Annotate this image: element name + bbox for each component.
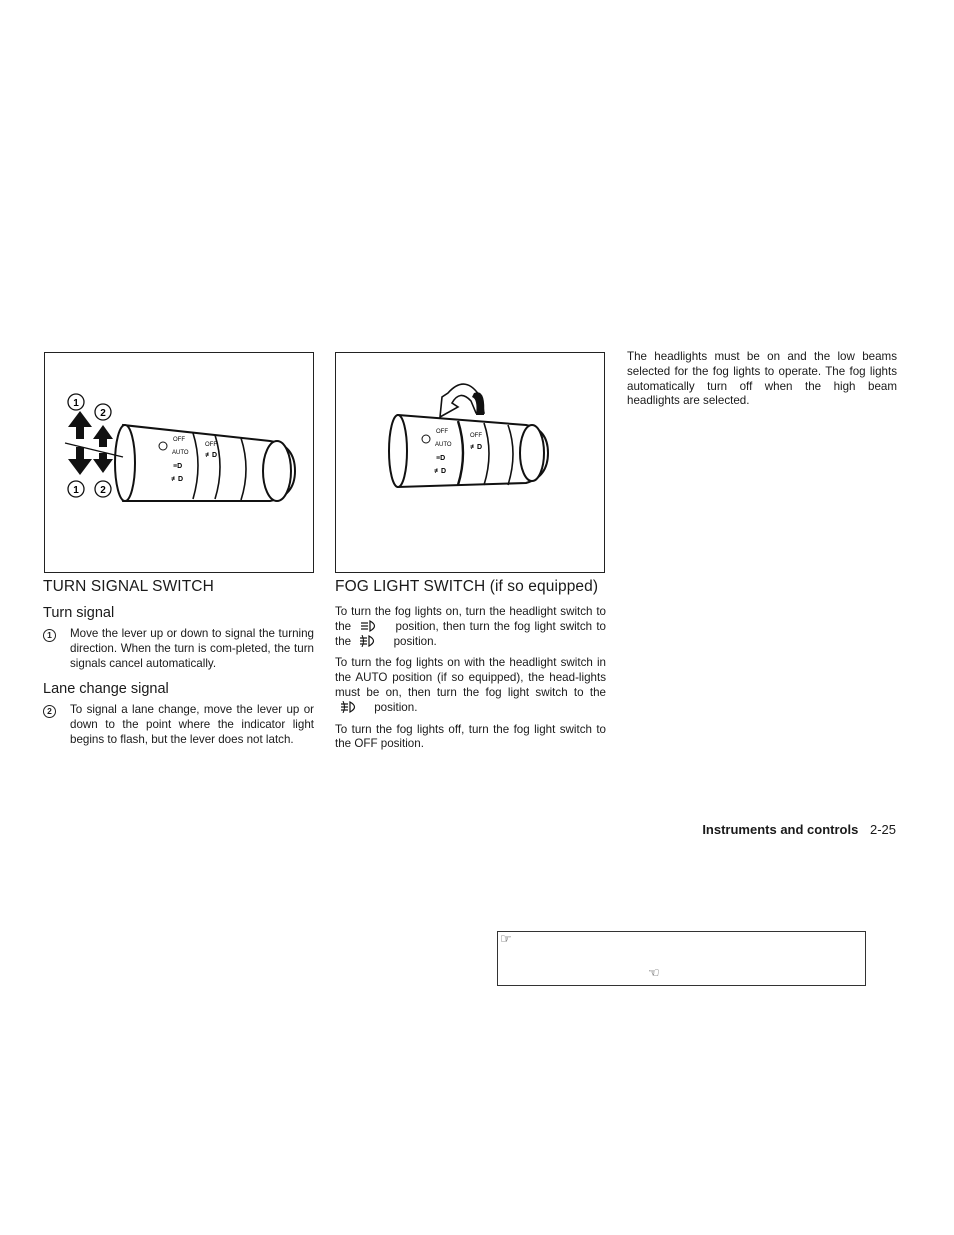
turn-signal-text: Move the lever up or down to signal the turning direction. When the turn is com-pleted, the turn signals cancel automatically. <box>70 627 314 670</box>
lane-change-number: 2 <box>43 705 56 718</box>
svg-text:2: 2 <box>100 485 106 496</box>
footer-section-name: Instruments and controls <box>702 822 859 837</box>
page-footer <box>702 822 896 837</box>
fog-light-icon <box>358 635 386 647</box>
fog-light-lever-illustration <box>336 353 604 572</box>
lever-label-auto: AUTO <box>172 450 189 456</box>
fog-light-title: FOG LIGHT SWITCH (if so equipped) <box>335 578 599 595</box>
fog-light-icon <box>339 701 367 713</box>
turn-signal-title: TURN SIGNAL SWITCH <box>43 578 214 595</box>
headlights-note: The headlights must be on and the low beams selected for the fog lights to operate. The fog lights automatically turn off when the high beam headlights are selected. <box>627 350 897 408</box>
fog-paragraph-1: To turn the fog lights on, turn the headlight switch to the position, then turn the fog light switch to the position. <box>335 605 606 648</box>
fog-paragraph-2: To turn the fog lights on with the headlight switch in the AUTO position (if so equipped), the head-lights must be on, then turn the fog light switch to the position. <box>335 656 606 714</box>
svg-text:≢D: ≢D <box>205 452 218 459</box>
svg-text:≢D: ≢D <box>171 476 184 483</box>
page-number: 2-25 <box>869 822 896 837</box>
lane-change-heading: Lane change signal <box>43 681 169 698</box>
svg-text:2: 2 <box>100 408 106 419</box>
pointing-hand-icon: ☞ <box>500 931 512 946</box>
turn-signal-figure <box>44 352 314 573</box>
callout-up-1 <box>68 394 84 410</box>
fog-light-figure <box>335 352 605 573</box>
svg-text:1: 1 <box>73 485 79 496</box>
turn-signal-heading: Turn signal <box>43 605 115 621</box>
turn-signal-item <box>43 627 314 671</box>
turn-signal-section <box>43 578 314 756</box>
lever2-label-off: OFF <box>436 429 448 435</box>
turn-signal-lever-illustration <box>45 353 313 572</box>
lane-change-item <box>43 703 314 747</box>
lever2-label-auto: AUTO <box>435 442 452 448</box>
svg-text:≢D: ≢D <box>434 468 447 475</box>
pointing-hand-icon: ☜ <box>648 965 660 980</box>
callout-down-2 <box>95 481 111 497</box>
svg-text:≢D: ≢D <box>470 444 483 451</box>
headlights-note-section <box>627 350 897 416</box>
fog-light-section <box>335 578 606 759</box>
svg-text:≡D: ≡D <box>173 463 183 470</box>
turn-signal-number: 1 <box>43 629 56 642</box>
headlight-icon <box>359 620 387 632</box>
lever-label-off: OFF <box>173 437 185 443</box>
svg-text:1: 1 <box>73 398 79 409</box>
callout-down-1 <box>68 481 84 497</box>
reference-box <box>497 931 866 986</box>
fog-paragraph-3: To turn the fog lights off, turn the fog light switch to the OFF position. <box>335 722 606 751</box>
callout-up-2 <box>95 404 111 420</box>
svg-text:≡D: ≡D <box>436 455 446 462</box>
lane-change-text: To signal a lane change, move the lever up or down to the point where the indicator light begins to flash, but the lever does not latch. <box>70 703 314 746</box>
lever2-label-off2: OFF <box>470 433 482 439</box>
lever-label-off2: OFF <box>205 442 217 448</box>
